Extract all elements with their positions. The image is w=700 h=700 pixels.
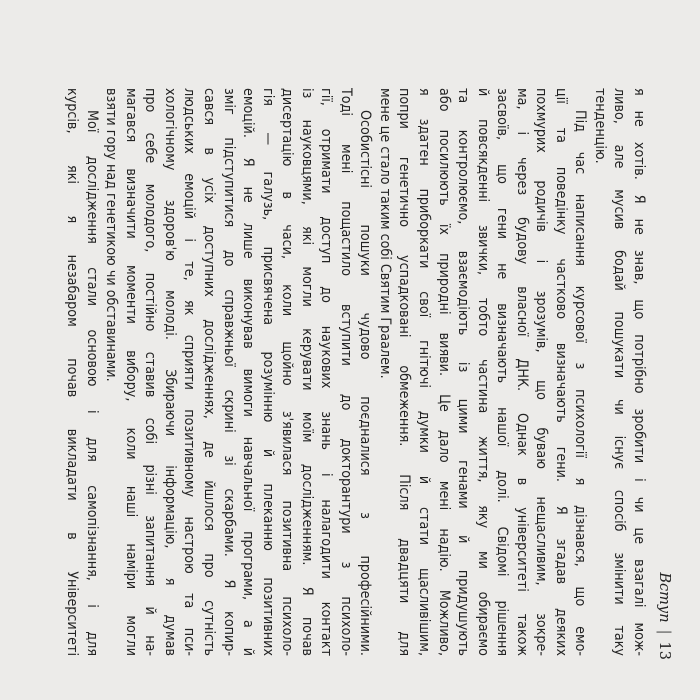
text-line: людських емоцій і те, як сприяти позитивному настрою та пси- [181,88,198,656]
text-line: хологічному здоров'ю молоді. Збираючи інформацію, я думав [161,88,178,656]
body-text [62,88,648,656]
text-line: магався визначити моменти вибору, коли наші наміри могли [122,88,139,656]
header-separator: | [656,629,672,635]
text-line: Тоді мені пощастило вступити до докторантури з психоло- [337,88,354,656]
text-line: зміг підступитися до справжньої скрині зі скарбами. Я копир- [220,88,237,656]
text-line: курсів, які я незабаром почав викладати в Університеті [64,88,81,656]
text-line: мене це стало таким собі Святим Граалем. [376,88,393,379]
running-header [656,572,672,660]
text-line: гія — галузь, присвячена розумінню й плеканню позитивних [259,88,276,656]
text-line: із науковцями, які могли керувати моїм дослідженням. Я почав [298,88,315,656]
text-line: сався в усіх доступних дослідженнях, де йшлося про сутність [200,88,217,656]
text-line: емоцій. Я не лише виконував вимоги навчальної програми, а й [240,88,257,656]
page-number: 13 [656,641,672,660]
text-line: та контролюємо, взаємодіють із цими генами й придушують [455,88,472,656]
text-line: гії, отримати доступ до наукових знань і налагодити контакт [318,88,335,656]
text-line: Особистісні пошуки чудово поєдналися з професійними. [357,110,374,656]
text-line: й повсякденні звички, тобто частина життя, яку ми обираємо [474,88,491,656]
text-line: похмурих родичів і зрозумів, що буваю нещасливим, зокре- [533,88,550,656]
text-line: про себе молодого, постійно ставив собі різні запитання й на- [142,88,159,656]
text-line: я здатен приборкати свої гнітючі думки й стати щасливішим, [415,88,432,656]
text-line: Під час написання курсової з психології я дізнався, що емо- [572,110,589,656]
text-line: я не хотів. Я не знав, що потрібно зробити і чи це взагалі мож- [631,88,647,656]
text-line: ма, і через будову власної ДНК. Однак в університеті також [513,88,530,656]
text-line: ції та поведінку частково визначають гени. Я згадав деяких [552,88,569,656]
text-line: взяти гору над генетикою чи обставинами. [103,88,120,382]
text-line: ливо, але мусив бодай пошукати чи існує спосіб змінити таку [611,88,628,656]
text-line: тенденцію. [591,88,608,164]
section-title: Вступ [656,572,672,623]
text-line: Мої дослідження стали основою і для самопізнання, і для [83,110,100,656]
text-line: дисертацію в часи, коли щойно з'явилася позитивна психоло- [279,88,296,656]
text-line: або посилюють їх природні вияви. Це дало мені надію. Можливо, [435,88,452,656]
text-line: засвоїв, що гени не визначають нашої долі. Свідомі рішення [494,88,511,656]
text-line: попри генетично успадковані обмеження. Після двадцяти для [396,88,413,656]
